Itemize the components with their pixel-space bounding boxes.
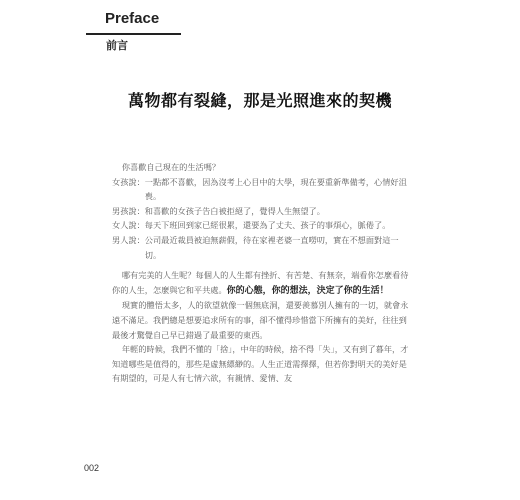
section-header-zh: 前言 [106,39,128,52]
paragraph: 現實的體悟太多，人的欲望就像一個無底洞，還要羨慕別人擁有的一切，就會永遠不滿足。我們總是想要追求所有的事，卻不懂得珍惜當下所擁有的美好，往往到最後才驚覺自己早已錯過了最重要的東西。 [112,300,409,340]
dialogue-line [112,175,412,204]
dialogue-line [112,233,412,262]
dialogue-speaker: 女孩說： [112,176,145,187]
dialogue-line [112,204,412,219]
dialogue-text: 一點都不喜歡，因為沒考上心目中的大學，現在要重新準備考，心情好沮喪。 [144,176,407,202]
section-header-en: Preface [105,10,160,27]
header-rule [86,33,181,35]
dialogue-text: 和喜歡的女孩子告白被拒絕了，覺得人生無望了。 [144,205,325,216]
paragraph: 年輕的時候，我們不懂的「捨」，中年的時候，捨不得「失」，又有到了暮年，才知道哪些是值得的，那些是虛無縹緲的。人生正道需擇擇，但若你對明天的美好是有期望的，可是人有七情六欲，有親情、愛情、友 [112,344,409,384]
paragraph-text: 哪有完美的人生呢？每個人的人生都有挫折、有苦楚、有無奈，端看你怎麼看待你的人生，怎麼與它和平共處。 [112,270,409,295]
dialogue-speaker: 男孩說： [112,205,145,216]
page-title: 萬物都有裂縫，那是光照進來的契機 [127,91,392,110]
dialogue-line [112,218,412,233]
body-text [112,160,412,386]
dialogue-text: 公司最近裁員被迫無薪假，待在家裡老婆一直嘮叨，實在不想面對這一切。 [144,234,399,260]
dialogue-speaker: 男人說： [112,234,145,245]
emphasis-text: 你的心態，你的想法，決定了你的生活！ [226,285,389,296]
dialogue-text: 每天下班回到家已經很累，還要為了丈夫、孩子的事煩心，脈倦了。 [144,220,391,231]
intro-question: 你喜歡自己現在的生活嗎？ [121,162,221,172]
page-number: 002 [84,463,100,473]
dialogue-speaker: 女人說： [112,220,145,231]
paragraph [112,268,412,298]
